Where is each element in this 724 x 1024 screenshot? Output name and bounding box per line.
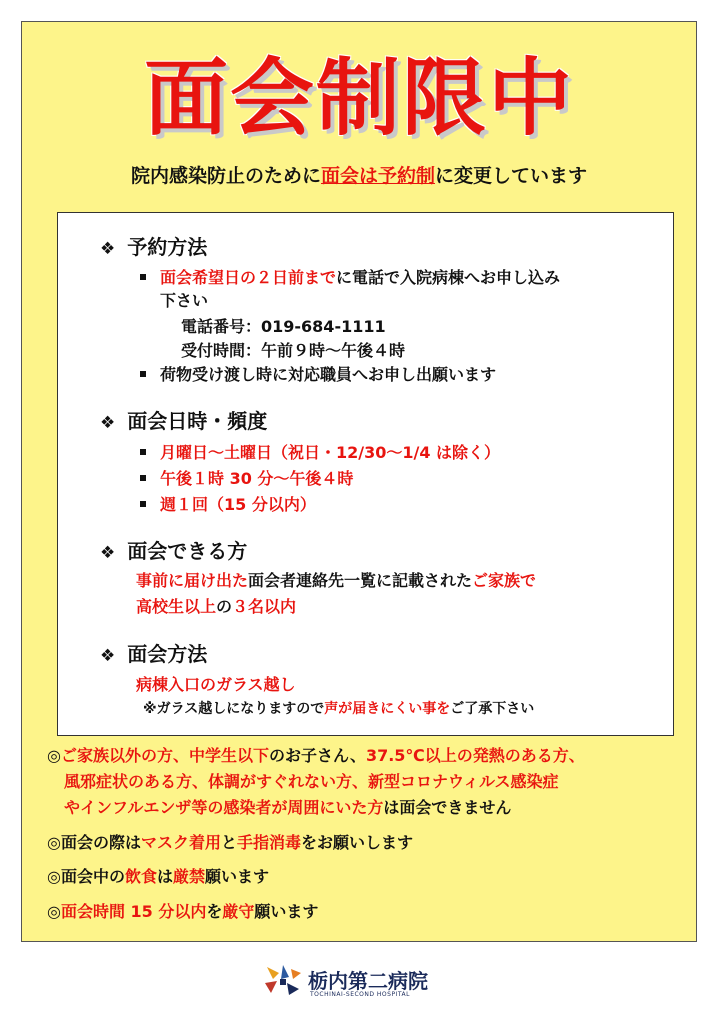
diamond-bullet-icon: ❖ (100, 413, 116, 433)
diamond-bullet-icon: ❖ (100, 543, 116, 563)
square-bullet-icon (140, 371, 146, 377)
reception-hours: 受付時間：午前９時〜午後４時 (181, 341, 406, 360)
poster (21, 21, 697, 942)
info-box (57, 212, 674, 736)
note-1-line-1: ◎ご家族以外の方、中学生以下のお子さん、37.5℃以上の発熱のある方、 (47, 746, 585, 765)
reservation-line-1: 面会希望日の２日前までに電話で入院病棟へお申し込み (140, 268, 560, 287)
section-heading-reservation: ❖ 予約方法 (100, 235, 208, 259)
who-line-2: 高校生以上の３名以内 (136, 597, 297, 616)
who-line-1: 事前に届け出た面会者連絡先一覧に記載されたご家族で (136, 571, 537, 590)
square-bullet-icon (140, 449, 146, 455)
section-heading-method: ❖ 面会方法 (100, 642, 208, 666)
subtitle (22, 164, 696, 189)
phone-number: 電話番号：019-684-1111 (181, 317, 386, 336)
note-4: ◎面会時間 15 分以内を厳守願います (47, 902, 319, 921)
note-2: ◎面会の際はマスク着用と手指消毒をお願いします (47, 833, 414, 852)
subtitle-highlight: 面会は予約制 (320, 165, 435, 187)
subtitle-pre: 院内感染防止のために (130, 165, 321, 187)
section-heading-who: ❖ 面会できる方 (100, 539, 248, 563)
note-3: ◎面会中の飲食は厳禁願います (47, 867, 270, 886)
subtitle-post: に変更しています (435, 165, 588, 187)
reservation-line-1-cont: 下さい (160, 291, 209, 310)
schedule-item: 午後１時 30 分〜午後４時 (140, 469, 353, 488)
diamond-bullet-icon: ❖ (100, 646, 116, 666)
square-bullet-icon (140, 501, 146, 507)
schedule-item: 月曜日〜土曜日（祝日・12/30〜1/4 は除く） (140, 443, 500, 462)
schedule-item: 週１回（15 分以内） (140, 495, 316, 514)
page-title: 面会制限中 (143, 49, 574, 147)
hospital-logo (263, 963, 463, 1003)
note-1-line-3: やインフルエンザ等の感染者が周囲にいた方は面会できません (64, 798, 512, 817)
square-bullet-icon (140, 274, 146, 280)
diamond-bullet-icon: ❖ (100, 239, 116, 259)
hospital-name: 栃内第二病院 (308, 969, 428, 993)
hospital-name-en: TOCHINAI-SECOND HOSPITAL (310, 991, 410, 998)
method-note: ※ガラス越しになりますので声が届きにくい事をご了承下さい (143, 701, 535, 717)
method-line-1: 病棟入口のガラス越し (136, 675, 296, 694)
hospital-logo-icon (263, 963, 303, 999)
note-1-line-2: 風邪症状のある方、体調がすぐれない方、新型コロナウィルス感染症 (64, 772, 559, 791)
square-bullet-icon (140, 475, 146, 481)
reservation-line-2: 荷物受け渡し時に対応職員へお申し出願います (140, 365, 496, 384)
section-heading-schedule: ❖ 面会日時・頻度 (100, 409, 268, 433)
